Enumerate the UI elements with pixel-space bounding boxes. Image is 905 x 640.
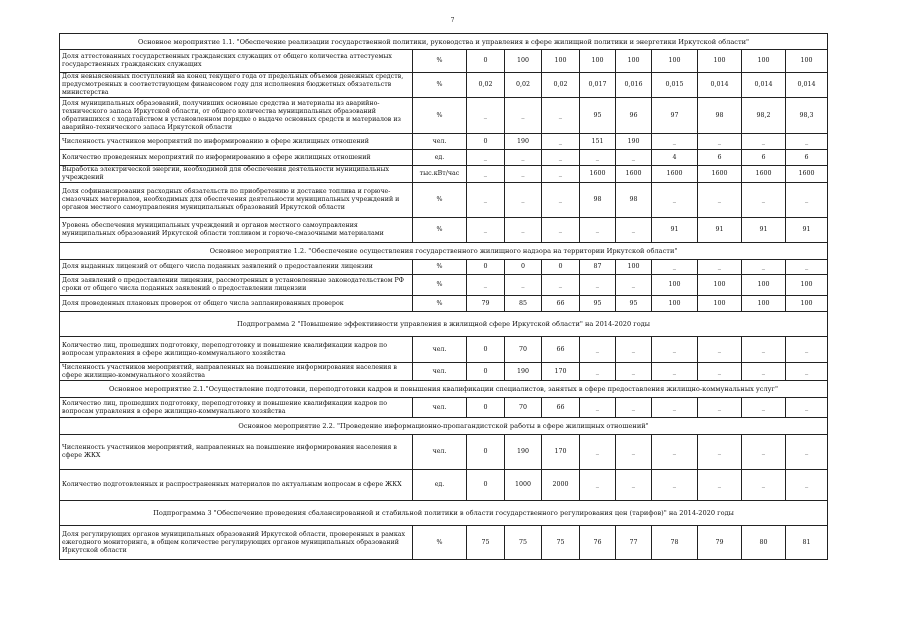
section-header-row	[60, 312, 828, 337]
indicator-value: 6	[698, 150, 742, 166]
indicator-name: Доля невыясненных поступлений на конец текущего года от предельных объемов денежных средств, предусмотренных в соответствующем финансовом году для исполнения бюджетных обязательств министерства	[60, 73, 413, 98]
indicator-value: _	[505, 150, 542, 166]
indicator-value: _	[786, 337, 828, 363]
indicator-value: _	[698, 363, 742, 381]
section-header-row	[60, 243, 828, 260]
indicator-value: _	[580, 275, 616, 296]
indicator-value: 1600	[580, 166, 616, 183]
indicator-value: 0,015	[652, 73, 698, 98]
indicator-value: 100	[505, 50, 542, 73]
indicator-value: 91	[742, 218, 786, 243]
indicator-value: 75	[467, 526, 505, 560]
indicator-value: _	[742, 398, 786, 418]
indicator-name: Количество лиц, прошедших подготовку, переподготовку и повышение квалификации кадров по вопросам управления в сфере жилищно-коммунального хозяйства	[60, 337, 413, 363]
indicator-value: _	[616, 218, 652, 243]
indicator-value: 170	[542, 435, 580, 470]
indicator-value: 85	[505, 296, 542, 312]
indicator-row	[60, 150, 828, 166]
indicator-value: 0	[467, 260, 505, 275]
indicator-unit: %	[413, 50, 467, 73]
indicator-value: 91	[652, 218, 698, 243]
indicator-value: _	[742, 134, 786, 150]
indicator-name: Доля проведенных плановых проверок от общего числа запланированных проверок	[60, 296, 413, 312]
indicator-value: 0,016	[616, 73, 652, 98]
indicator-value: _	[652, 260, 698, 275]
indicator-value: 0,014	[742, 73, 786, 98]
indicator-value: _	[616, 275, 652, 296]
indicator-value: 0	[467, 363, 505, 381]
indicator-value: 81	[786, 526, 828, 560]
indicator-unit: ед.	[413, 470, 467, 501]
indicator-value: _	[786, 363, 828, 381]
indicator-name: Количество подготовленных и распространенных материалов по актуальным вопросам в сфере ЖКХ	[60, 470, 413, 501]
indicator-unit: %	[413, 526, 467, 560]
indicator-row	[60, 134, 828, 150]
indicator-value: _	[652, 183, 698, 218]
indicator-value: _	[742, 470, 786, 501]
indicator-value: 190	[505, 134, 542, 150]
indicator-value: 0	[467, 398, 505, 418]
indicator-value: _	[786, 398, 828, 418]
indicator-row	[60, 218, 828, 243]
indicator-value: _	[505, 166, 542, 183]
indicator-value: _	[652, 470, 698, 501]
indicator-value: 190	[505, 435, 542, 470]
indicator-value: 98,3	[786, 98, 828, 134]
indicator-value: _	[616, 470, 652, 501]
indicator-value: _	[505, 183, 542, 218]
indicator-value: _	[580, 363, 616, 381]
indicator-value: _	[698, 470, 742, 501]
indicator-value: 100	[616, 50, 652, 73]
indicator-value: 97	[652, 98, 698, 134]
indicator-value: _	[786, 470, 828, 501]
indicator-unit: ед.	[413, 150, 467, 166]
indicator-unit: чел.	[413, 363, 467, 381]
indicator-value: _	[698, 134, 742, 150]
indicator-value: _	[742, 260, 786, 275]
indicator-value: _	[505, 218, 542, 243]
indicator-value: 79	[698, 526, 742, 560]
indicator-value: _	[616, 363, 652, 381]
indicator-value: 0,014	[786, 73, 828, 98]
indicator-value: _	[786, 134, 828, 150]
indicator-row	[60, 183, 828, 218]
section-header-row	[60, 381, 828, 398]
indicator-value: _	[698, 398, 742, 418]
indicator-value: 190	[616, 134, 652, 150]
section-title: Основное мероприятие 1.2. "Обеспечение осуществления государственного жилищного надзора на территории Иркутской области"	[60, 243, 828, 260]
indicator-value: 151	[580, 134, 616, 150]
indicator-value: 0	[467, 470, 505, 501]
indicator-value: 1600	[742, 166, 786, 183]
indicator-value: 0	[467, 337, 505, 363]
indicator-value: 0,017	[580, 73, 616, 98]
indicator-value: 77	[616, 526, 652, 560]
indicator-value: _	[580, 435, 616, 470]
indicator-value: 0	[467, 50, 505, 73]
indicator-value: 100	[652, 275, 698, 296]
indicator-value: _	[786, 435, 828, 470]
indicator-value: 91	[786, 218, 828, 243]
indicator-row	[60, 260, 828, 275]
indicator-value: 1600	[652, 166, 698, 183]
indicator-value: 100	[786, 275, 828, 296]
indicator-unit: %	[413, 275, 467, 296]
indicator-value: _	[616, 337, 652, 363]
indicator-value: 0	[505, 260, 542, 275]
indicator-value: 1600	[786, 166, 828, 183]
indicator-value: 95	[580, 296, 616, 312]
indicator-value: _	[652, 134, 698, 150]
indicator-value: 75	[542, 526, 580, 560]
section-title: Основное мероприятие 1.1. "Обеспечение реализации государственной политики, руководства и управления в сфере жилищной политики и энергетики Иркутской области"	[60, 34, 828, 50]
indicator-row	[60, 275, 828, 296]
indicator-value: _	[786, 260, 828, 275]
indicator-value: _	[786, 183, 828, 218]
indicator-value: 1600	[698, 166, 742, 183]
indicator-unit: %	[413, 98, 467, 134]
indicator-unit: %	[413, 73, 467, 98]
indicator-value: 98	[698, 98, 742, 134]
indicator-value: 100	[652, 50, 698, 73]
indicator-row	[60, 470, 828, 501]
indicator-value: 0	[467, 134, 505, 150]
indicator-value: 98,2	[742, 98, 786, 134]
indicator-value: _	[542, 275, 580, 296]
indicator-value: _	[542, 183, 580, 218]
indicator-value: 79	[467, 296, 505, 312]
page-number: 7	[450, 17, 455, 24]
indicator-value: _	[467, 183, 505, 218]
indicator-value: 66	[542, 296, 580, 312]
indicator-value: _	[742, 183, 786, 218]
indicator-value: _	[652, 363, 698, 381]
indicator-value: 6	[786, 150, 828, 166]
indicator-value: _	[542, 218, 580, 243]
indicator-value: 75	[505, 526, 542, 560]
indicator-value: 4	[652, 150, 698, 166]
indicator-value: _	[580, 470, 616, 501]
indicator-value: 0,02	[542, 73, 580, 98]
indicator-row	[60, 526, 828, 560]
indicator-value: _	[698, 337, 742, 363]
indicator-value: _	[742, 363, 786, 381]
indicator-value: 91	[698, 218, 742, 243]
indicator-unit: %	[413, 218, 467, 243]
indicator-value: _	[698, 435, 742, 470]
indicator-unit: чел.	[413, 435, 467, 470]
indicator-unit: %	[413, 296, 467, 312]
indicator-value: 0	[542, 260, 580, 275]
indicator-value: 66	[542, 398, 580, 418]
indicator-value: 66	[542, 337, 580, 363]
indicator-value: _	[467, 275, 505, 296]
indicator-value: _	[616, 398, 652, 418]
indicator-name: Доля муниципальных образований, получивших основные средства и материалы из аварийно-технического запаса Иркутской области, от общего количества муниципальных образований обратившихся с ходатайством в установленном порядке о выдаче основных средств и материалов из аварийно-технического запаса Иркутской области	[60, 98, 413, 134]
indicator-value: _	[652, 435, 698, 470]
indicator-value: 98	[616, 183, 652, 218]
indicator-unit: чел.	[413, 134, 467, 150]
indicator-value: _	[616, 435, 652, 470]
indicator-value: 100	[786, 50, 828, 73]
indicator-value: _	[505, 275, 542, 296]
indicator-name: Доля регулирующих органов муниципальных образований Иркутской области, проверенных в рамках ежегодного мониторинга, в общем количестве регулирующих органов муниципальных образований Иркутской области	[60, 526, 413, 560]
indicator-value: _	[742, 435, 786, 470]
indicator-name: Доля заявлений о предоставлении лицензии, рассмотренных в установленные законодательством РФ сроки от общего числа поданных заявлений о предоставлении лицензии	[60, 275, 413, 296]
indicator-value: 0,014	[698, 73, 742, 98]
section-title: Подпрограмма 2 "Повышение эффективности управления в жилищной сфере Иркутской области" на 2014-2020 годы	[60, 312, 828, 337]
indicator-value: 87	[580, 260, 616, 275]
indicator-value: 98	[580, 183, 616, 218]
indicator-value: _	[505, 98, 542, 134]
indicator-value: 0,02	[467, 73, 505, 98]
indicator-value: 78	[652, 526, 698, 560]
indicator-name: Доля аттестованных государственных гражданских служащих от общего количества аттестуемых государственных гражданских служащих	[60, 50, 413, 73]
indicator-unit: %	[413, 183, 467, 218]
indicator-value: _	[652, 337, 698, 363]
indicator-value: 1000	[505, 470, 542, 501]
indicator-unit: чел.	[413, 337, 467, 363]
indicator-name: Количество проведенных мероприятий по информированию в сфере жилищных отношений	[60, 150, 413, 166]
indicator-row	[60, 50, 828, 73]
indicator-value: 70	[505, 398, 542, 418]
indicator-value: 100	[542, 50, 580, 73]
indicator-value: 100	[698, 296, 742, 312]
indicator-value: _	[580, 398, 616, 418]
indicator-value: 100	[616, 260, 652, 275]
section-header-row	[60, 418, 828, 435]
indicator-unit: тыс.кВт/час	[413, 166, 467, 183]
indicator-name: Доля софинансирования расходных обязательств по приобретению и доставке топлива и горюче-смазочных материалов, необходимых для обеспечения деятельности муниципальных учреждений и органов местного самоуправления муниципальных образований Иркутской области	[60, 183, 413, 218]
indicator-unit: %	[413, 260, 467, 275]
indicator-row	[60, 337, 828, 363]
indicator-value: _	[652, 398, 698, 418]
indicator-name: Доля выданных лицензий от общего числа поданных заявлений о предоставлении лицензии	[60, 260, 413, 275]
indicator-value: 1600	[616, 166, 652, 183]
indicator-value: 0,02	[505, 73, 542, 98]
indicator-value: _	[698, 183, 742, 218]
indicator-value: _	[698, 260, 742, 275]
indicator-row	[60, 363, 828, 381]
indicator-unit: чел.	[413, 398, 467, 418]
indicator-value: 6	[742, 150, 786, 166]
indicator-value: 80	[742, 526, 786, 560]
section-title: Основное мероприятие 2.1."Осуществление подготовки, переподготовки кадров и повышения квалификации специалистов, занятых в сфере предоставления жилищно-коммунальных услуг"	[60, 381, 828, 398]
indicator-value: 170	[542, 363, 580, 381]
indicator-value: _	[542, 166, 580, 183]
indicators-table	[59, 33, 828, 560]
indicator-value: 100	[698, 50, 742, 73]
indicator-value: _	[467, 150, 505, 166]
indicator-value: _	[616, 150, 652, 166]
indicator-value: _	[742, 337, 786, 363]
indicator-value: 190	[505, 363, 542, 381]
indicator-value: 95	[616, 296, 652, 312]
indicator-value: 95	[580, 98, 616, 134]
indicator-value: _	[580, 150, 616, 166]
indicator-value: _	[467, 218, 505, 243]
indicator-value: _	[542, 98, 580, 134]
indicator-name: Численность участников мероприятий, направленных на повышение информирования населения в сфере жилищно-коммунального хозяйства	[60, 363, 413, 381]
section-header-row	[60, 501, 828, 526]
section-title: Основное мероприятие 2.2. "Проведение информационно-пропагандистской работы в сфере жилищных отношений"	[60, 418, 828, 435]
indicator-row	[60, 398, 828, 418]
indicator-value: 100	[580, 50, 616, 73]
indicator-value: 2000	[542, 470, 580, 501]
indicator-name: Численность участников мероприятий по информированию в сфере жилищных отношений	[60, 134, 413, 150]
indicator-value: 96	[616, 98, 652, 134]
indicator-value: _	[580, 218, 616, 243]
indicator-value: _	[467, 98, 505, 134]
section-header-row	[60, 34, 828, 50]
indicator-value: 100	[742, 50, 786, 73]
indicator-value: 100	[742, 296, 786, 312]
indicator-value: 100	[786, 296, 828, 312]
indicator-name: Численность участников мероприятий, направленных на повышение информирования населения в сфере ЖКХ	[60, 435, 413, 470]
indicator-value: 0	[467, 435, 505, 470]
indicator-value: _	[580, 337, 616, 363]
indicator-row	[60, 435, 828, 470]
indicator-name: Уровень обеспечения муниципальных учреждений и органов местного самоуправления муниципальных образований Иркутской области топливом и горюче-смазочными материалами	[60, 218, 413, 243]
indicator-value: _	[467, 166, 505, 183]
indicator-name: Количество лиц, прошедших подготовку, переподготовку и повышение квалификации кадров по вопросам управления в сфере жилищно-коммунального хозяйства	[60, 398, 413, 418]
indicator-value: 100	[652, 296, 698, 312]
indicator-row	[60, 166, 828, 183]
indicator-value: 76	[580, 526, 616, 560]
indicator-name: Выработка электрической энергии, необходимой для обеспечения деятельности муниципальных учреждений	[60, 166, 413, 183]
indicator-value: 100	[698, 275, 742, 296]
indicator-value: 70	[505, 337, 542, 363]
indicator-value: _	[542, 150, 580, 166]
section-title: Подпрограмма 3 "Обеспечение проведения сбалансированной и стабильной политики в области государственного регулирования цен (тарифов)" на 2014-2020 годы	[60, 501, 828, 526]
indicator-value: 100	[742, 275, 786, 296]
indicator-row	[60, 296, 828, 312]
indicator-row	[60, 98, 828, 134]
indicator-row	[60, 73, 828, 98]
indicator-value: _	[542, 134, 580, 150]
